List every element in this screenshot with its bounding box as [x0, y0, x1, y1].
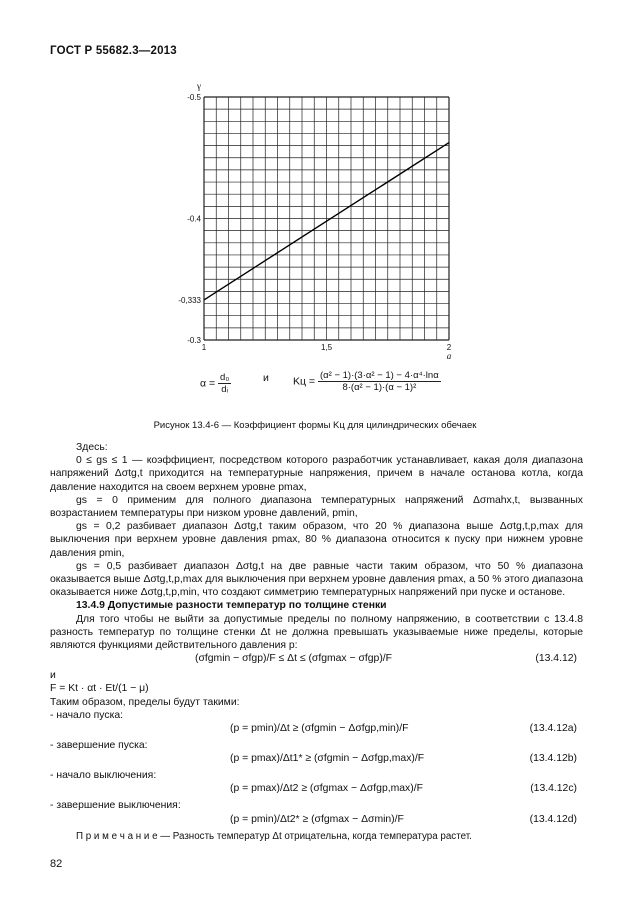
- gs-05: gs = 0,5 разбивает диапазон Δσtg,t на две равные части таким образом, что 50 % диапазона оказывается выше Δσtg,t,p,max для выключения при верхнем уровне давления pmax, а 50 % этого диапазона оказывается ниже Δσtg,t,p,min, что создают симметрию температурных напряжений при пуске и останове.: [50, 560, 583, 599]
- equation-row: [50, 752, 583, 769]
- x-tick-label: 1,5: [320, 343, 333, 352]
- start-end-label: - завершение пуска:: [50, 740, 148, 752]
- alpha-lhs: α =: [200, 377, 216, 390]
- y-axis-label: γ: [197, 81, 201, 91]
- alpha-fraction: [218, 372, 231, 395]
- chart-ticks: [178, 81, 451, 360]
- page-number: 82: [50, 858, 63, 870]
- gs-definition: 0 ≤ gs ≤ 1 — коэффициент, посредством которого разработчик устанавливает, какая доля диапазона напряжений Δσtg,t приходится на температурные напряжения, причем в начале останова котла, когда давление находится на своем верхнем уровне pmax,: [50, 455, 583, 493]
- gs-zero: gs = 0 применим для полного диапазона температурных напряжений Δσmahx,t, вызванных возрастанием температуры при низком уровне давлений, pmin,: [50, 494, 583, 520]
- section-paragraph: Для того чтобы не выйти за допустимые пределы по полному напряжению, в соответствии с 13.4.8 разность температур по толщине стенки Δt не должна превышать указываемые ниже пределы, которые являются функциями действительного давления p:: [50, 613, 583, 652]
- alpha-formula: [200, 372, 231, 395]
- y-tick-label: -0.4: [187, 214, 201, 224]
- conjunction: и: [263, 372, 269, 384]
- k-formula: [293, 370, 441, 393]
- equation-row: [50, 782, 583, 799]
- equation: (p = pmin)/Δt ≥ (σfgmin − Δσfgp,min)/F: [230, 723, 409, 735]
- y-tick-label: -0.5: [187, 93, 201, 102]
- equation: (p = pmax)/Δt1* ≥ (σfgmin − Δσfgp,max)/F: [230, 753, 425, 765]
- note: П р и м е ч а н и е — Разность температур Δt отрицательна, когда температура растет.: [76, 830, 472, 842]
- k-numerator: (α² − 1)·(3·α² − 1) − 4·α⁴·lnα: [320, 370, 439, 381]
- thus-label: Таким образом, пределы будут такими:: [50, 696, 240, 708]
- equation-number: (13.4.12d): [529, 813, 577, 825]
- equation: (σfgmin − σfgp)/F ≤ Δt ≤ (σfgmax − σfgp)/F: [195, 653, 393, 665]
- chart-grid: [204, 97, 449, 340]
- stop-end-label: - завершение выключения:: [50, 800, 181, 812]
- gs-02: gs = 0,2 разбивает диапазон Δσtg,t таким образом, что 20 % диапазона выше Δσtg,t,p,max для выключения при верхнем уровне давления pmax, 80 % диапазона относится к пуску при нижнем уровне давления pmin,: [50, 521, 583, 559]
- x-axis-label: a: [446, 351, 452, 360]
- here-label: Здесь:: [76, 442, 108, 453]
- equation-number: (13.4.12): [535, 653, 577, 665]
- y-tick-label: -0.3: [187, 336, 201, 345]
- body-text: [50, 441, 583, 843]
- alpha-denominator: dᵢ: [221, 384, 229, 395]
- equation-number: (13.4.12c): [530, 783, 577, 795]
- document-header: ГОСТ Р 55682.3—2013: [50, 45, 177, 57]
- k-lhs: Kц =: [293, 375, 316, 388]
- equation-number: (13.4.12a): [529, 723, 577, 735]
- equation: (p = pmin)/Δt2* ≥ (σfgmax − Δσmin)/F: [230, 813, 404, 825]
- and-label: и: [50, 670, 56, 682]
- y-tick-label: -0,333: [178, 295, 201, 305]
- x-tick-label: 2: [446, 343, 452, 352]
- stop-begin-label: - начало выключения:: [50, 770, 157, 782]
- equation-row: [50, 722, 583, 739]
- start-begin-label: - начало пуска:: [50, 709, 124, 721]
- equation: (p = pmax)/Δt2 ≥ (σfgmax − Δσfgp,max)/F: [230, 783, 423, 795]
- x-tick-label: 1: [201, 343, 207, 352]
- equation-row: [50, 652, 583, 669]
- f-definition: F = Kt · αt · Et/(1 − μ): [50, 683, 149, 695]
- k-denominator: 8·(α² − 1)·(α − 1)²: [342, 382, 417, 393]
- equation-row: [50, 813, 583, 830]
- equation-number: (13.4.12b): [529, 753, 577, 765]
- figure-caption: Рисунок 13.4-6 — Коэффициент формы Kц для цилиндрических обечаек: [153, 420, 477, 431]
- shape-factor-chart: [0, 0, 630, 360]
- k-fraction: [318, 370, 441, 393]
- alpha-numerator: d₀: [220, 372, 230, 383]
- section-title: 13.4.9 Допустимые разности температур по толщине стенки: [76, 600, 387, 612]
